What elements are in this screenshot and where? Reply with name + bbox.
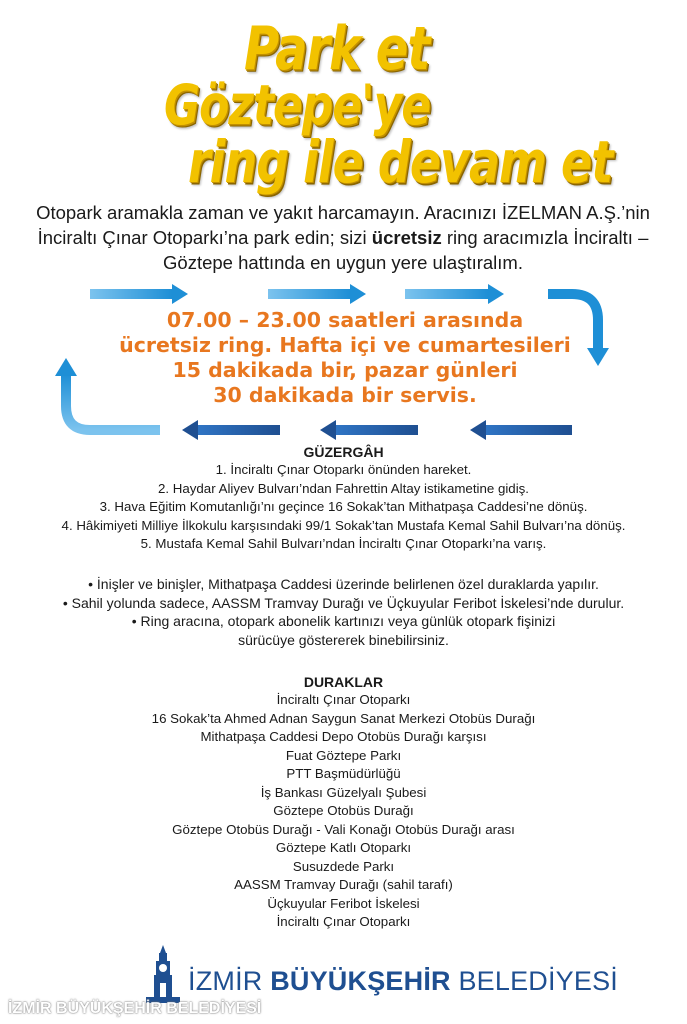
headline-line-3: ring ile devam et — [188, 128, 613, 196]
footer-municipality-name — [188, 966, 618, 997]
stop-item: İnciraltı Çınar Otoparkı — [276, 692, 411, 707]
stops-title: DURAKLAR — [303, 674, 384, 690]
intro-paragraph — [20, 200, 666, 275]
stop-item: Susuzdede Parkı — [292, 858, 395, 874]
footer-izmir: İZMİR — [188, 966, 263, 996]
route-item: 4. Hâkimiyeti Milliye İlkokulu karşısındaki 99/1 Sokak’tan Mustafa Kemal Sahil Bulvarı’na dönüş. — [61, 517, 626, 533]
note-item: • Sahil yolunda sadece, AASSM Tramvay Durağı ve Üçkuyular Feribot İskelesi’nde durulur. — [62, 594, 625, 611]
stop-item: Fuat Göztepe Parkı — [285, 747, 402, 763]
schedule-line-3: 15 dakikada bir, pazar günleri — [172, 358, 518, 382]
top-arrow-3 — [405, 284, 504, 304]
stop-item: İnciraltı Çınar Otoparkı — [276, 914, 411, 929]
route-item: 1. İnciraltı Çınar Otoparkı önünden hareket. — [215, 462, 472, 477]
headline-line-2: Göztepe'ye — [164, 74, 431, 138]
stops-list — [0, 691, 687, 932]
route-list — [0, 461, 687, 554]
intro-text-2: ring aracımızla İnciraltı – Göztepe hattında en uygun yere ulaştıralım. — [163, 227, 649, 273]
footer-belediyesi: BELEDİYESİ — [458, 966, 619, 996]
stop-item: Üçkuyular Feribot İskelesi — [267, 895, 420, 911]
route-item: 5. Mustafa Kemal Sahil Bulvarı’ndan İnciraltı Çınar Otoparkı’na varış. — [140, 536, 547, 551]
stop-item: Göztepe Katlı Otoparkı — [275, 840, 412, 855]
schedule-text — [90, 308, 600, 408]
bottom-arrow-2 — [320, 420, 418, 440]
intro-bold-free: ücretsiz — [371, 227, 442, 248]
bottom-arrow-3 — [182, 420, 280, 440]
note-item: • Ring aracına, otopark abonelik kartınızı veya günlük otopark fişinizi sürücüye göstererek binebilirsiniz. — [131, 613, 556, 648]
route-item: 2. Haydar Aliyev Bulvarı’ndan Fahrettin Altay istikametine gidiş. — [157, 480, 529, 496]
bottom-arrow-1 — [470, 420, 572, 440]
stop-item: İş Bankası Güzelyalı Şubesi — [260, 784, 427, 800]
notes-list — [0, 575, 687, 649]
watermark: İZMİR BÜYÜKŞEHİR BELEDİYESİ — [8, 1000, 262, 1017]
headline-line-1: Park et — [244, 14, 430, 84]
footer-buyuksehir: BÜYÜKŞEHİR — [270, 966, 451, 996]
clock-tower-icon — [140, 945, 186, 1007]
route-title: GÜZERGÂH — [303, 444, 384, 460]
schedule-line-2: ücretsiz ring. Hafta içi ve cumartesileri — [119, 333, 571, 357]
stop-item: Göztepe Otobüs Durağı - Vali Konağı Otobüs Durağı arası — [172, 821, 515, 837]
stop-item: 16 Sokak’ta Ahmed Adnan Saygun Sanat Merkezi Otobüs Durağı — [151, 710, 536, 726]
route-item: 3. Hava Eğitim Komutanlığı’nı geçince 16 Sokak’tan Mithatpaşa Caddesi’ne dönüş. — [99, 499, 588, 514]
stop-item: AASSM Tramvay Durağı (sahil tarafı) — [234, 877, 453, 892]
stop-item: Mithatpaşa Caddesi Depo Otobüs Durağı karşısı — [200, 729, 487, 744]
stop-item: PTT Başmüdürlüğü — [286, 766, 401, 781]
note-item: • İnişler ve binişler, Mithatpaşa Caddesi üzerinde belirlenen özel duraklarda yapılır. — [88, 576, 599, 592]
stop-item: Göztepe Otobüs Durağı — [273, 803, 414, 818]
top-arrow-1 — [90, 284, 188, 304]
schedule-line-1: 07.00 – 23.00 saatleri arasında — [166, 308, 524, 332]
intro-text-1: Otopark aramakla zaman ve yakıt harcamayın. Aracınızı İZELMAN A.Ş.’nin İnciraltı Çınar Otoparkı’na park edin; sizi — [36, 202, 650, 248]
schedule-line-4: 30 dakikada bir servis. — [213, 383, 477, 407]
top-arrow-2 — [268, 284, 366, 304]
